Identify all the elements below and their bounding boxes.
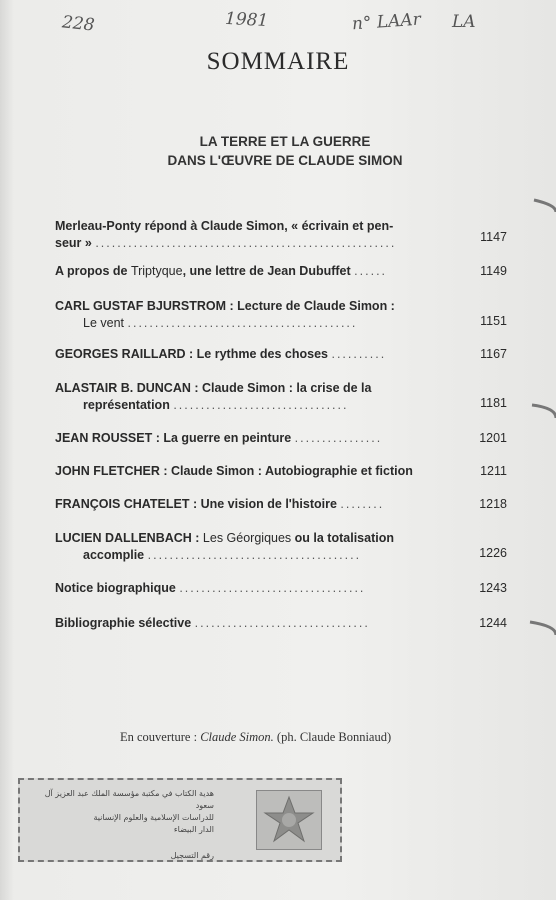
page-number: 1181: [480, 396, 507, 410]
toc-entry[interactable]: [55, 218, 515, 252]
entry-title: Bibliographie sélective: [55, 616, 192, 630]
page-title: SOMMAIRE: [206, 48, 350, 75]
page-number: 1226: [479, 546, 507, 560]
toc-entry[interactable]: [55, 298, 515, 332]
entry-title: FRANÇOIS CHATELET : Une vision de l'histoire: [55, 497, 337, 511]
leader-dots: ................................: [194, 616, 370, 630]
entry-title-cont: , une lettre de Jean Dubuffet: [182, 264, 351, 278]
cover-credit: [120, 730, 480, 745]
cover-photo-credit: (ph. Claude Bonniaud): [273, 730, 392, 744]
page-number: 1244: [479, 616, 507, 630]
toc-entry[interactable]: [55, 463, 515, 480]
entry-title-cont: représentation: [83, 398, 170, 412]
toc-entry[interactable]: [55, 496, 515, 513]
entry-title: LUCIEN DALLENBACH :: [55, 531, 203, 545]
library-stamp: [18, 778, 342, 862]
leader-dots: ..................................: [179, 581, 366, 595]
cover-name: Claude Simon.: [200, 730, 274, 744]
toc-entry[interactable]: [55, 346, 515, 363]
handwritten-notes: [0, 8, 556, 38]
note-code: LA: [452, 12, 476, 32]
leader-dots: ........: [340, 497, 385, 511]
page-number: 1147: [480, 230, 507, 244]
entry-title-cont: Le vent: [83, 316, 125, 330]
entry-title: Notice biographique: [55, 581, 176, 595]
leader-dots: .......................................: [147, 548, 362, 562]
page-number: 1149: [480, 264, 507, 278]
page-number: 1167: [480, 347, 507, 361]
entry-title-cont: seur »: [55, 236, 92, 250]
seal-emblem-icon: [256, 790, 322, 850]
leader-dots: .......................................................: [95, 236, 397, 250]
toc-entry[interactable]: [55, 580, 515, 597]
section-line-1: LA TERRE ET LA GUERRE: [199, 134, 371, 149]
entry-title: JEAN ROUSSET : La guerre en peinture: [55, 431, 292, 445]
page-number: 1201: [479, 431, 507, 445]
leader-dots: ..........: [331, 347, 387, 361]
entry-title: JOHN FLETCHER : Claude Simon : Autobiographie et fiction: [55, 464, 413, 478]
toc-entry[interactable]: [55, 530, 515, 564]
note-number: 228: [61, 12, 96, 36]
entry-title: ALASTAIR B. DUNCAN : Claude Simon : la crise de la: [55, 381, 372, 395]
note-ref: n° LAAr: [351, 9, 422, 35]
cover-prefix: En couverture :: [120, 730, 201, 744]
entry-work-title: Les Géorgiques: [202, 531, 292, 545]
note-year: 1981: [224, 8, 269, 32]
entry-title: GEORGES RAILLARD : Le rythme des choses: [55, 347, 328, 361]
entry-work-title: Triptyque: [130, 264, 183, 278]
entry-title: A propos de: [55, 264, 131, 278]
toc-entry[interactable]: [55, 263, 515, 280]
page-number: 1211: [480, 464, 507, 478]
leader-dots: ......: [354, 264, 388, 278]
section-line-2: DANS L'ŒUVRE DE CLAUDE SIMON: [167, 153, 403, 168]
entry-title: CARL GUSTAF BJURSTROM : Lecture de Claude Simon :: [55, 299, 395, 313]
entry-title-cont: accomplie: [83, 548, 145, 562]
toc-entry[interactable]: [55, 615, 515, 632]
leader-dots: ................: [294, 431, 383, 445]
toc-entry[interactable]: [55, 430, 515, 447]
leader-dots: ..........................................: [127, 316, 358, 330]
section-heading: [100, 132, 470, 170]
page-number: 1243: [479, 581, 507, 595]
leader-dots: ................................: [173, 398, 349, 412]
page-number: 1218: [479, 497, 507, 511]
binder-clips: [516, 0, 556, 900]
page-number: 1151: [480, 314, 507, 328]
toc-entry[interactable]: [55, 380, 515, 414]
entry-title-cont: ou la totalisation: [291, 531, 394, 545]
stamp-text: هدية الكتاب في مكتبة مؤسسة الملك عبد العزيز آل سعود للدراسات الإسلامية والعلوم الإنسانية الدار البيضاء رقم التسجيل: [44, 789, 214, 860]
entry-title: Merleau-Ponty répond à Claude Simon, « écrivain et pen-: [55, 219, 394, 233]
